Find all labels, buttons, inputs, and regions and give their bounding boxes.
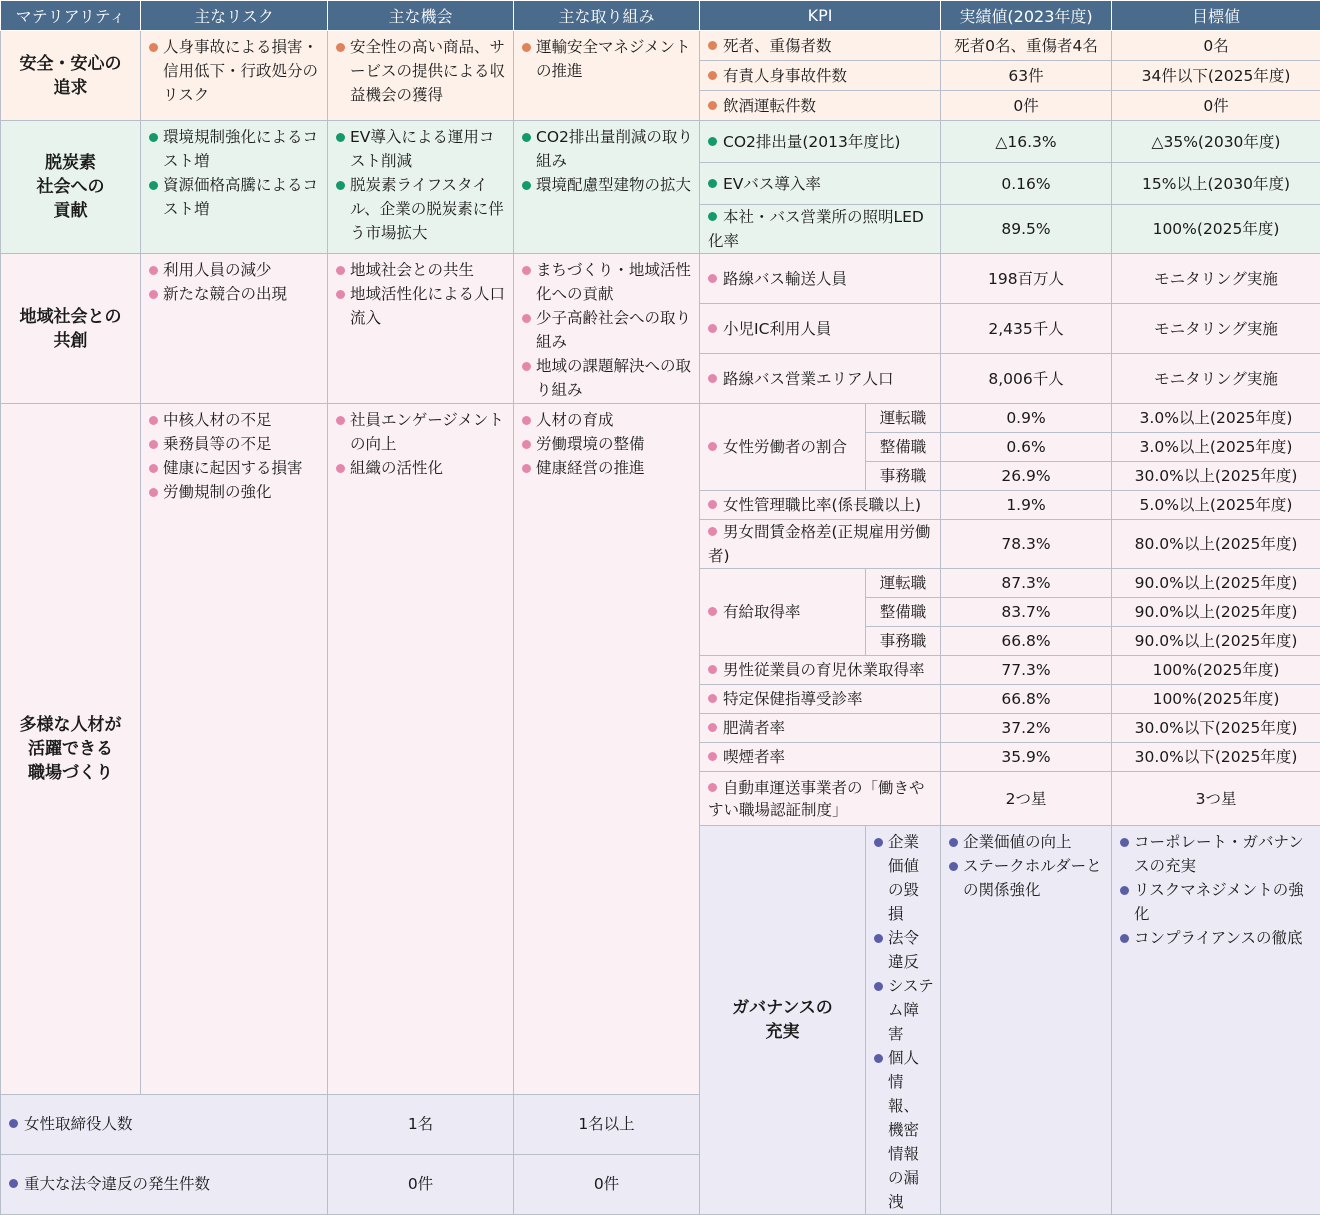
kpi-target: 3つ星 [1112,772,1320,826]
kpi-name: 女性管理職比率(係長職以上) [700,491,941,520]
kpi-actual: 0.9% [941,404,1112,433]
category-workforce: 多様な人材が 活躍できる 職場づくり [1,404,141,1095]
kpi-target: 0名 [1112,31,1320,61]
kpi-subcategory: 整備職 [866,433,941,462]
list-item: 企業価値の向上 [949,830,1105,854]
list-item: 中核人材の不足 [149,408,321,432]
risks-community [141,254,328,404]
list-item: 少子高齢社会への取り組み [522,306,693,354]
list-item: 人身事故による損害・信用低下・行政処分のリスク [149,35,321,107]
bullet-icon [708,752,717,761]
kpi-name: 男女間賃金格差(正規雇用労働者) [700,520,941,569]
list-item: 健康に起因する損害 [149,456,321,480]
kpi-actual: 66.8% [941,627,1112,656]
list-item: 環境配慮型建物の拡大 [522,173,693,197]
kpi-target: モニタリング実施 [1112,304,1320,354]
kpi-target: 15%以上(2030年度) [1112,163,1320,205]
kpi-target: 90.0%以上(2025年度) [1112,627,1320,656]
list-item: コンプライアンスの徹底 [1120,926,1314,950]
kpi-actual: 0.16% [941,163,1112,205]
kpi-target: 100%(2025年度) [1112,656,1320,685]
kpi-subcategory: 整備職 [866,598,941,627]
bullet-icon [522,133,531,142]
bullet-icon [1120,886,1129,895]
kpi-actual: 37.2% [941,714,1112,743]
bullet-icon [708,274,717,283]
kpi-target: 80.0%以上(2025年度) [1112,520,1320,569]
kpi-actual: 83.7% [941,598,1112,627]
risks-governance [866,826,941,1215]
list-item: 新たな競合の出現 [149,282,321,306]
list-item: CO2排出量削減の取り組み [522,125,693,173]
opportunities-community [328,254,514,404]
kpi-target: モニタリング実施 [1112,354,1320,404]
list-item: 運輸安全マネジメントの推進 [522,35,693,83]
kpi-name: 有責人身事故件数 [700,61,941,91]
kpi-target: 1名以上 [514,1094,700,1154]
bullet-icon [708,179,717,188]
list-item: 乗務員等の不足 [149,432,321,456]
kpi-actual: 35.9% [941,743,1112,772]
risks-workforce [141,404,328,1095]
bullet-icon [708,71,717,80]
kpi-name: EVバス導入率 [700,163,941,205]
kpi-name: 女性取締役人数 [1,1094,328,1154]
bullet-icon [1120,838,1129,847]
header-risks: 主なリスク [141,1,328,31]
kpi-name: 死者、重傷者数 [700,31,941,61]
bullet-icon [874,1054,883,1063]
header-row [1,1,1320,31]
kpi-name: 自動車運送事業者の「働きやすい職場認証制度」 [700,772,941,826]
category-safety: 安全・安心の 追求 [1,31,141,121]
bullet-icon [708,41,717,50]
bullet-icon [149,440,158,449]
bullet-icon [1120,934,1129,943]
header-opportunities: 主な機会 [328,1,514,31]
kpi-actual: 0件 [328,1154,514,1214]
list-item: EV導入による運用コスト削減 [336,125,507,173]
risks-decarbonization [141,121,328,254]
bullet-icon [149,181,158,190]
list-item: システム障害 [874,974,934,1046]
bullet-icon [708,607,717,616]
kpi-actual: 66.8% [941,685,1112,714]
kpi-target: モニタリング実施 [1112,254,1320,304]
kpi-actual: 63件 [941,61,1112,91]
kpi-actual: 死者0名、重傷者4名 [941,31,1112,61]
bullet-icon [149,488,158,497]
bullet-icon [708,527,717,536]
bullet-icon [522,362,531,371]
bullet-icon [522,314,531,323]
risks-safety [141,31,328,121]
list-item: 地域社会との共生 [336,258,507,282]
kpi-subcategory: 運転職 [866,404,941,433]
bullet-icon [708,500,717,509]
bullet-icon [874,838,883,847]
kpi-target: 5.0%以上(2025年度) [1112,491,1320,520]
bullet-icon [336,290,345,299]
bullet-icon [9,1119,18,1128]
bullet-icon [522,440,531,449]
bullet-icon [522,416,531,425]
actions-workforce [514,404,700,1095]
kpi-name: 特定保健指導受診率 [700,685,941,714]
header-actions: 主な取り組み [514,1,700,31]
list-item: 利用人員の減少 [149,258,321,282]
list-item: 地域の課題解決への取り組み [522,354,693,402]
bullet-icon [336,464,345,473]
header-materiality: マテリアリティ [1,1,141,31]
kpi-actual: 8,006千人 [941,354,1112,404]
kpi-target: 34件以下(2025年度) [1112,61,1320,91]
kpi-name: 有給取得率 [700,569,866,656]
actions-decarbonization [514,121,700,254]
bullet-icon [149,416,158,425]
opportunities-governance [941,826,1112,1215]
bullet-icon [336,43,345,52]
bullet-icon [9,1179,18,1188]
bullet-icon [149,266,158,275]
kpi-target: 90.0%以上(2025年度) [1112,598,1320,627]
kpi-actual: 77.3% [941,656,1112,685]
kpi-target: △35%(2030年度) [1112,121,1320,163]
bullet-icon [949,838,958,847]
bullet-icon [708,665,717,674]
kpi-actual: 0.6% [941,433,1112,462]
opportunities-workforce [328,404,514,1095]
kpi-target: 30.0%以下(2025年度) [1112,714,1320,743]
kpi-actual: △16.3% [941,121,1112,163]
kpi-subcategory: 事務職 [866,462,941,491]
list-item: 法令違反 [874,926,934,974]
header-kpi: KPI [700,1,941,31]
list-item: 健康経営の推進 [522,456,693,480]
bullet-icon [336,181,345,190]
kpi-subcategory: 事務職 [866,627,941,656]
kpi-target: 3.0%以上(2025年度) [1112,404,1320,433]
opportunities-safety [328,31,514,121]
bullet-icon [708,723,717,732]
bullet-icon [708,324,717,333]
kpi-name: 喫煙者率 [700,743,941,772]
kpi-subcategory: 運転職 [866,569,941,598]
bullet-icon [149,290,158,299]
list-item: 資源価格高騰によるコスト増 [149,173,321,221]
list-item: 脱炭素ライフスタイル、企業の脱炭素に伴う市場拡大 [336,173,507,245]
actions-governance [1112,826,1320,1215]
kpi-name: 肥満者率 [700,714,941,743]
kpi-actual: 78.3% [941,520,1112,569]
kpi-name: 路線バス輸送人員 [700,254,941,304]
opportunities-decarbonization [328,121,514,254]
list-item: 労働規制の強化 [149,480,321,504]
bullet-icon [522,43,531,52]
kpi-name: 本社・バス営業所の照明LED化率 [700,205,941,254]
kpi-actual: 0件 [941,91,1112,121]
kpi-target: 30.0%以上(2025年度) [1112,462,1320,491]
bullet-icon [949,862,958,871]
kpi-name: CO2排出量(2013年度比) [700,121,941,163]
bullet-icon [149,464,158,473]
list-item: まちづくり・地域活性化への貢献 [522,258,693,306]
kpi-name: 女性労働者の割合 [700,404,866,491]
list-item: 人材の育成 [522,408,693,432]
bullet-icon [874,934,883,943]
kpi-actual: 1.9% [941,491,1112,520]
header-actual: 実績値(2023年度) [941,1,1112,31]
list-item: 企業価値の毀損 [874,830,934,926]
kpi-name: 重大な法令違反の発生件数 [1,1154,328,1214]
bullet-icon [708,101,717,110]
kpi-target: 0件 [514,1154,700,1214]
kpi-actual: 26.9% [941,462,1112,491]
kpi-actual: 87.3% [941,569,1112,598]
kpi-target: 90.0%以上(2025年度) [1112,569,1320,598]
list-item: 地域活性化による人口流入 [336,282,507,330]
list-item: 安全性の高い商品、サービスの提供による収益機会の獲得 [336,35,507,107]
kpi-target: 30.0%以下(2025年度) [1112,743,1320,772]
kpi-target: 3.0%以上(2025年度) [1112,433,1320,462]
list-item: 環境規制強化によるコスト増 [149,125,321,173]
kpi-actual: 198百万人 [941,254,1112,304]
bullet-icon [336,133,345,142]
kpi-name: 男性従業員の育児休業取得率 [700,656,941,685]
list-item: 個人情報、機密情報の漏洩 [874,1046,934,1214]
list-item: 社員エンゲージメントの向上 [336,408,507,456]
bullet-icon [708,783,717,792]
kpi-target: 100%(2025年度) [1112,205,1320,254]
list-item: 労働環境の整備 [522,432,693,456]
kpi-actual: 2,435千人 [941,304,1112,354]
actions-safety [514,31,700,121]
category-governance: ガバナンスの 充実 [700,826,866,1215]
bullet-icon [522,464,531,473]
bullet-icon [708,694,717,703]
bullet-icon [708,374,717,383]
kpi-actual: 1名 [328,1094,514,1154]
category-community: 地域社会との 共創 [1,254,141,404]
bullet-icon [708,137,717,146]
list-item: ステークホルダーとの関係強化 [949,854,1105,902]
bullet-icon [149,43,158,52]
bullet-icon [522,181,531,190]
bullet-icon [149,133,158,142]
kpi-name: 飲酒運転件数 [700,91,941,121]
kpi-target: 100%(2025年度) [1112,685,1320,714]
list-item: コーポレート・ガバナンスの充実 [1120,830,1314,878]
actions-community [514,254,700,404]
bullet-icon [336,416,345,425]
kpi-actual: 89.5% [941,205,1112,254]
bullet-icon [336,266,345,275]
category-decarbonization: 脱炭素 社会への 貢献 [1,121,141,254]
header-target: 目標値 [1112,1,1320,31]
kpi-name: 小児IC利用人員 [700,304,941,354]
bullet-icon [708,212,717,221]
bullet-icon [522,266,531,275]
kpi-actual: 2つ星 [941,772,1112,826]
bullet-icon [874,982,883,991]
list-item: リスクマネジメントの強化 [1120,878,1314,926]
kpi-target: 0件 [1112,91,1320,121]
kpi-name: 路線バス営業エリア人口 [700,354,941,404]
list-item: 組織の活性化 [336,456,507,480]
bullet-icon [708,442,717,451]
